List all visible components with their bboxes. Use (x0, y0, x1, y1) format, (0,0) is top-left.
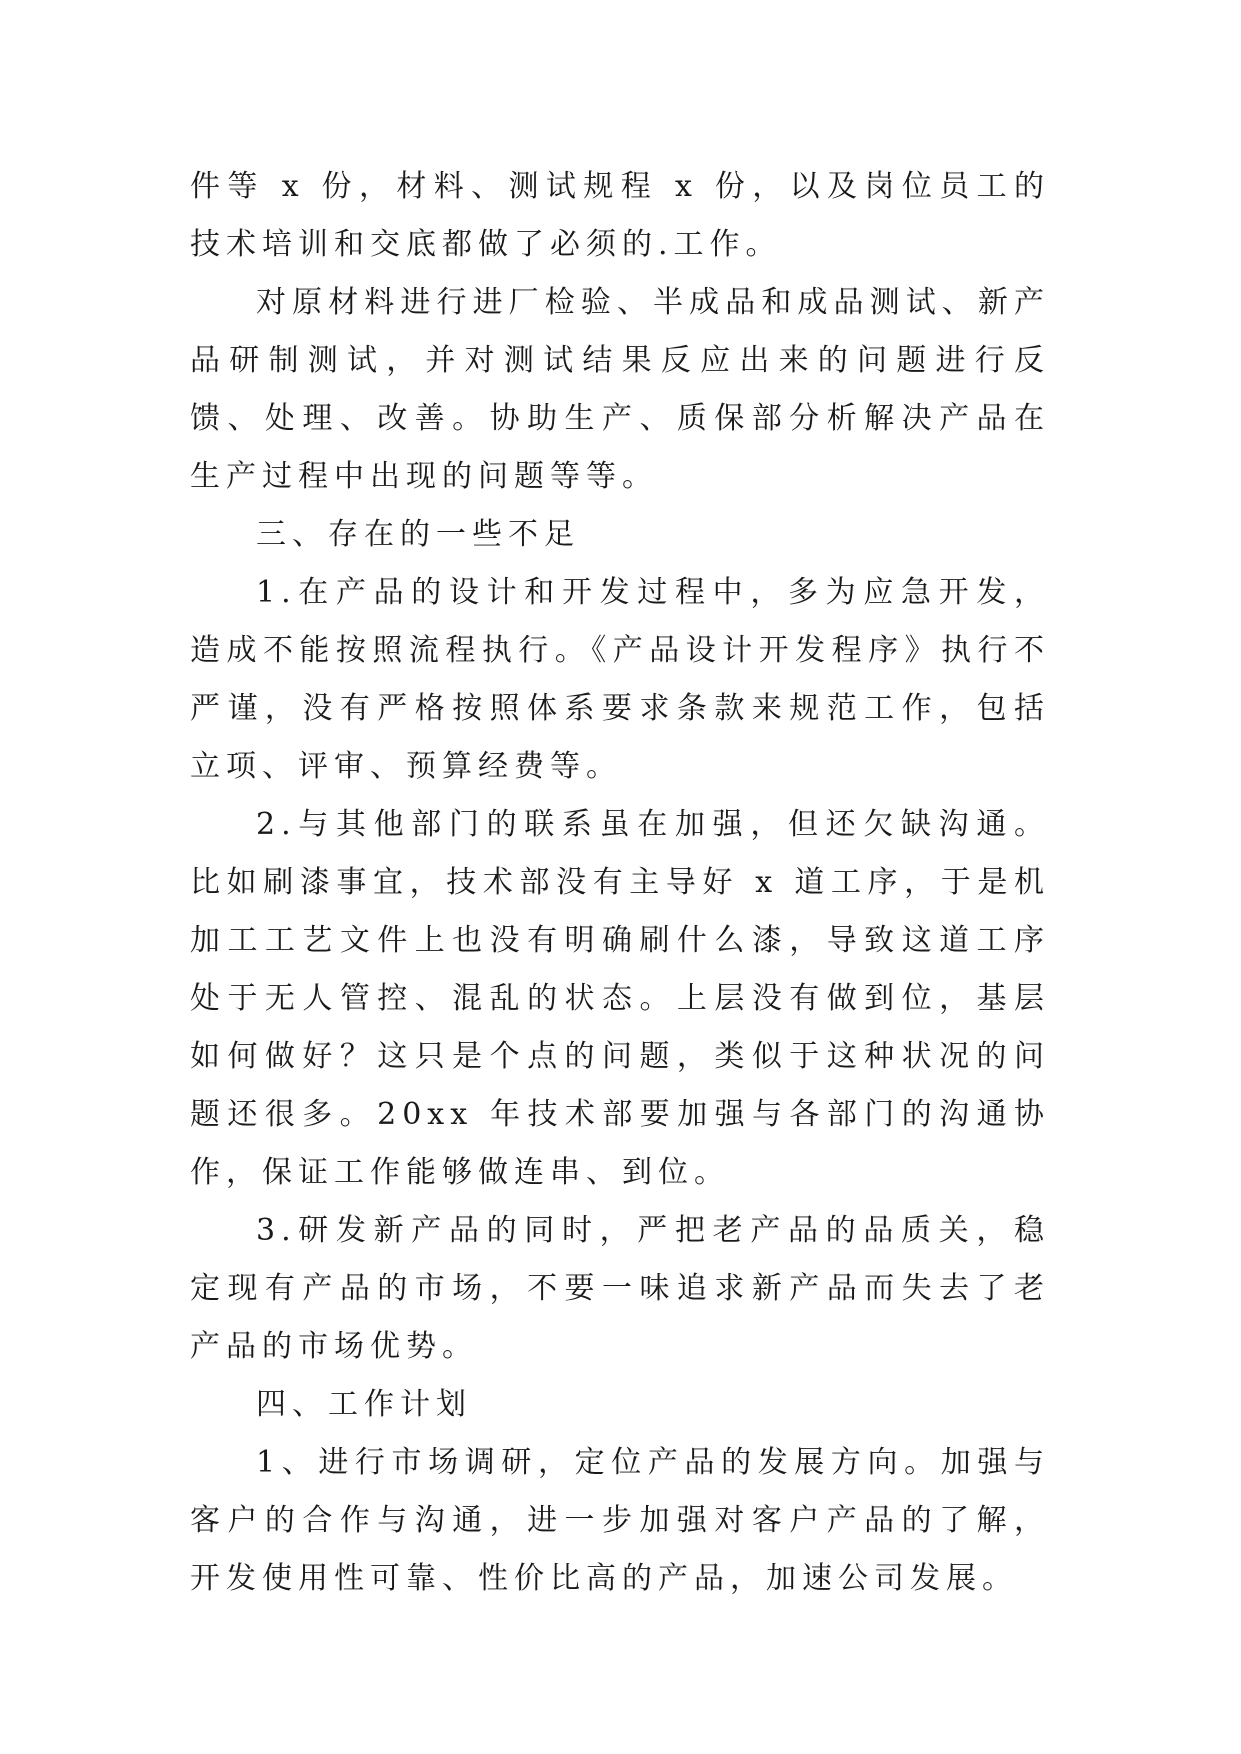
paragraph-shortcoming-1: 1.在产品的设计和开发过程中，多为应急开发，造成不能按照流程执行。《产品设计开发程序》执行不严谨，没有严格按照体系要求条款来规范工作，包括立项、评审、预算经费等。 (190, 575, 1050, 784)
paragraph-testing: 对原材料进行进厂检验、半成品和成品测试、新产品研制测试，并对测试结果反应出来的问题进行反馈、处理、改善。协助生产、质保部分析解决产品在生产过程中出现的问题等等。 (190, 285, 1050, 494)
paragraph-continuation: 件等 x 份，材料、测试规程 x 份，以及岗位员工的技术培训和交底都做了必须的.工作。 (190, 169, 1050, 262)
paragraph-shortcoming-3: 3.研发新产品的同时，严把老产品的品质关，稳定现有产品的市场，不要一味追求新产品而失去了老产品的市场优势。 (190, 1213, 1050, 1364)
document-body (190, 158, 1050, 1608)
section-heading-work-plan: 四、工作计划 (256, 1387, 472, 1422)
paragraph-shortcoming-2: 2.与其他部门的联系虽在加强，但还欠缺沟通。比如刷漆事宜，技术部没有主导好 x 道工序，于是机加工工艺文件上也没有明确刷什么漆，导致这道工序处于无人管控、混乱的状态。上层没有做到位，基层如何做好？这只是个点的问题，类似于这种状况的问题还很多。20xx 年技术部要加强与各部门的沟通协作，保证工作能够做连串、到位。 (190, 807, 1050, 1190)
paragraph-plan-1: 1、进行市场调研，定位产品的发展方向。加强与客户的合作与沟通，进一步加强对客户产品的了解，开发使用性可靠、性价比高的产品，加速公司发展。 (190, 1445, 1050, 1596)
section-heading-shortcomings: 三、存在的一些不足 (256, 517, 580, 552)
